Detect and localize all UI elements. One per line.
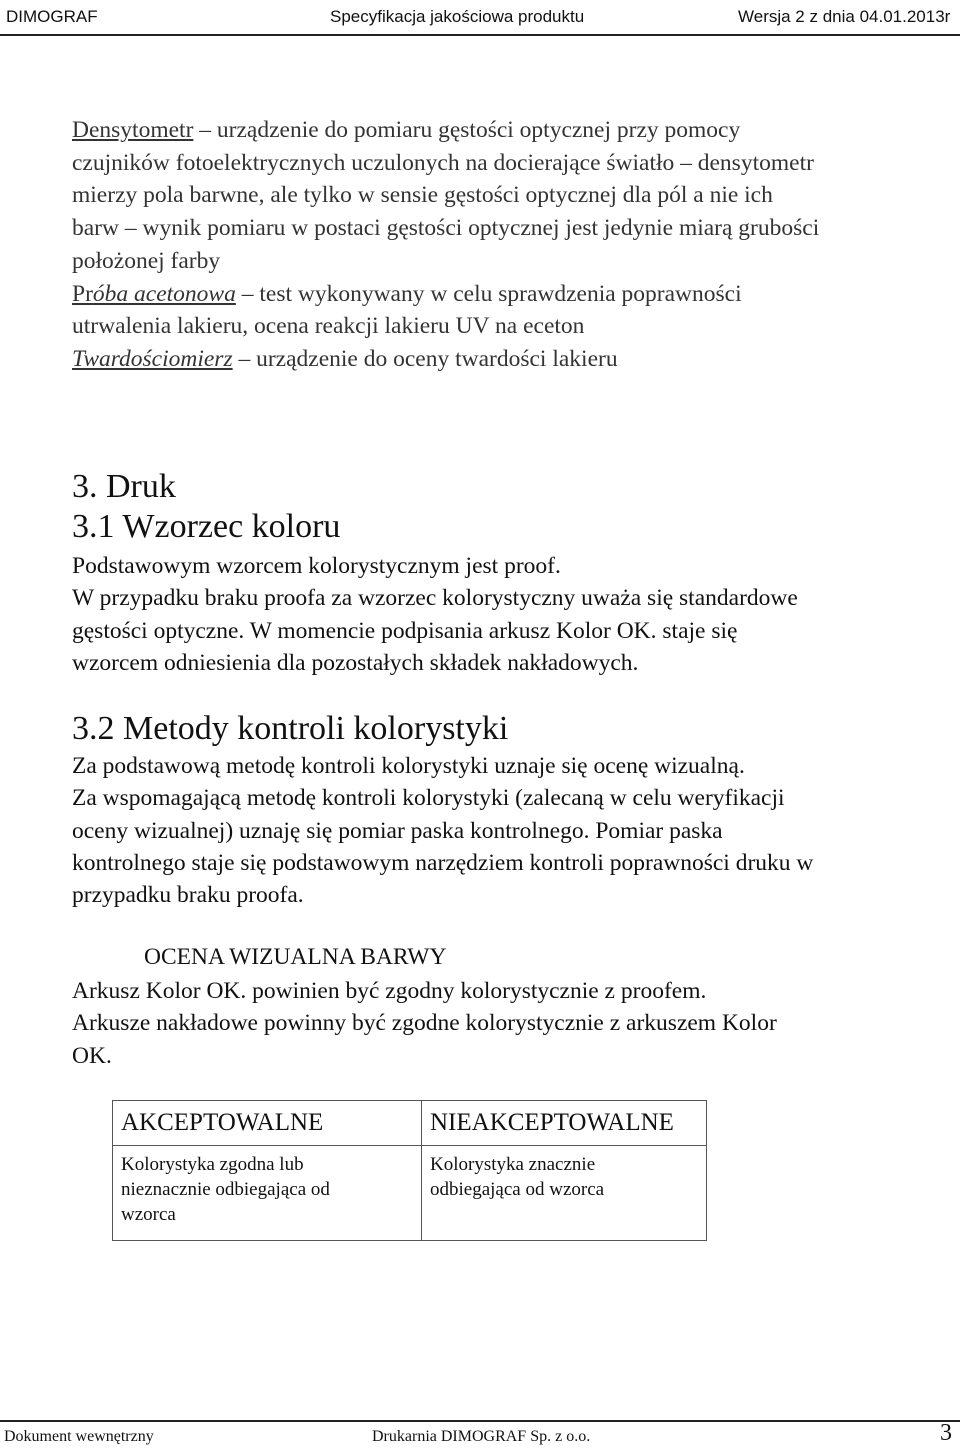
section-3-1-body — [72, 550, 798, 679]
acceptance-table — [112, 1100, 707, 1241]
cell-unacceptable — [422, 1146, 707, 1241]
header-company: DIMOGRAF — [6, 7, 98, 26]
ocena-line: OK. — [72, 1042, 112, 1069]
section-3-2-line: kontrolnego staje się podstawowym narzędziem kontroli poprawności druku w — [72, 849, 814, 876]
section-3-2-line: przypadku braku proofa. — [72, 882, 304, 909]
page-header — [0, 0, 960, 36]
definitions-block — [72, 114, 932, 376]
section-3-2-line: oceny wizualnej) uznaję się pomiar paska kontrolnego. Pomiar paska — [72, 817, 723, 844]
cell-line: Kolorystyka znacznie — [430, 1154, 596, 1175]
proba-line-1: Próba acetonowa – test wykonywany w celu sprawdzenia poprawności — [72, 280, 742, 307]
page-footer — [0, 1420, 960, 1450]
densytometr-line-2: czujników fotoelektrycznych uczulonych na docierające światło – densytometr — [72, 149, 814, 176]
densytometr-line-4: barw – wynik pomiaru w postaci gęstości optycznej jest jedynie miarą grubości — [72, 215, 820, 242]
section-3-1-line: Podstawowym wzorcem kolorystycznym jest proof. — [72, 553, 561, 579]
section-3-title: 3. Druk — [72, 468, 176, 505]
header-acceptable: AKCEPTOWALNE — [113, 1101, 422, 1146]
cell-line: wzorca — [121, 1204, 176, 1225]
section-3-1-line: wzorcem odniesienia dla pozostałych składek nakładowych. — [72, 649, 639, 676]
section-3-1-line: W przypadku braku proofa za wzorzec kolorystyczny uważa się standardowe — [72, 585, 798, 612]
section-3-2-body — [72, 750, 813, 911]
section-3-1-line: gęstości optyczne. W momencie podpisania arkusz Kolor OK. staje się — [72, 617, 738, 644]
cell-line: odbiegająca od wzorca — [430, 1179, 605, 1200]
table-row — [113, 1146, 707, 1241]
ocena-body — [72, 975, 777, 1072]
header-unacceptable: NIEAKCEPTOWALNE — [422, 1101, 707, 1146]
ocena-title: OCENA WIZUALNA BARWY — [144, 944, 447, 970]
proba-line-2: utrwalenia lakieru, ocena reakcji lakieru UV na eceton — [72, 313, 585, 340]
section-3-1-title: 3.1 Wzorzec koloru — [72, 508, 341, 545]
footer-left: Dokument wewnętrzny — [4, 1428, 154, 1445]
cell-line: Kolorystyka zgodna lub — [121, 1154, 304, 1175]
twardosciomierz-line: Twardościomierz – urządzenie do oceny twardości lakieru — [72, 345, 618, 372]
densytometr-line-1: Densytometr – urządzenie do pomiaru gęstości optycznej przy pomocy — [72, 117, 741, 143]
cell-line: nieznacznie odbiegająca od — [121, 1179, 330, 1200]
section-3-2-line: Za podstawową metodę kontroli kolorystyki uznaje się ocenę wizualną. — [72, 753, 745, 779]
table-header-row — [113, 1101, 707, 1146]
proba-term: Próba acetonowa — [72, 280, 236, 307]
ocena-line: Arkusz Kolor OK. powinien być zgodny kolorystycznie z proofem. — [72, 978, 707, 1004]
densytometr-line-3: mierzy pola barwne, ale tylko w sensie gęstości optycznej dla pól a nie ich — [72, 182, 773, 209]
section-3-2-line: Za wspomagającą metodę kontroli kolorystyki (zalecaną w celu weryfikacji — [72, 785, 785, 812]
header-version: Wersja 2 z dnia 04.01.2013r — [738, 7, 951, 26]
densytometr-term: Densytometr — [72, 117, 194, 143]
header-doc-title: Specyfikacja jakościowa produktu — [330, 7, 585, 26]
densytometr-line-5: położonej farby — [72, 247, 221, 274]
section-3-2-title: 3.2 Metody kontroli kolorystyki — [72, 710, 509, 747]
twardosciomierz-term: Twardościomierz — [72, 345, 233, 372]
ocena-line: Arkusze nakładowe powinny być zgodne kolorystycznie z arkuszem Kolor — [72, 1010, 777, 1037]
footer-center: Drukarnia DIMOGRAF Sp. z o.o. — [372, 1428, 591, 1445]
cell-acceptable — [113, 1146, 422, 1241]
page-number: 3 — [940, 1420, 952, 1446]
